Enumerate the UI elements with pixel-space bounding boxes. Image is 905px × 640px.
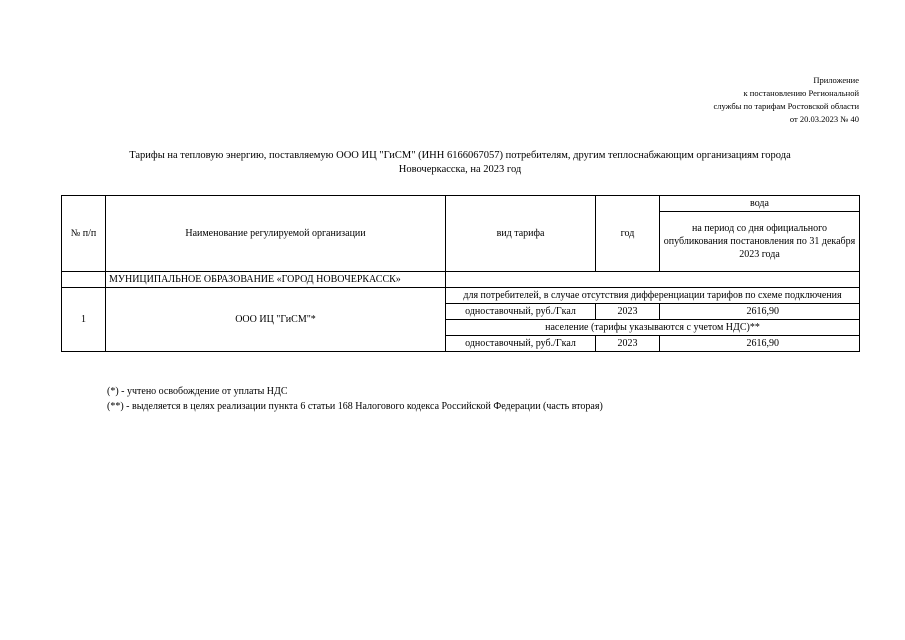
footnote: (*) - учтено освобождение от уплаты НДС: [107, 386, 288, 397]
municipality-empty-cell: [446, 272, 860, 288]
section-label: для потребителей, в случае отсутствия дифференциации тарифов по схеме подключения: [446, 288, 860, 304]
tariff-table: [61, 195, 860, 352]
header-org: Наименование регулируемой организации: [106, 196, 446, 272]
header-tariff-type: вид тарифа: [446, 196, 596, 272]
appendix-line: к постановлению Региональной: [743, 88, 859, 98]
municipality-empty-cell: [62, 272, 106, 288]
year-cell: 2023: [596, 336, 660, 352]
appendix-line: от 20.03.2023 № 40: [789, 114, 859, 124]
tariff-type-cell: одноставочный, руб./Гкал: [446, 336, 596, 352]
appendix-block: [713, 74, 859, 126]
appendix-line: службы по тарифам Ростовской области: [713, 101, 859, 111]
footnotes: [107, 384, 603, 414]
table-row: [62, 272, 860, 288]
table-row: [62, 288, 860, 304]
row-org: ООО ИЦ "ГиСМ"*: [106, 288, 446, 352]
year-cell: 2023: [596, 304, 660, 320]
header-num: № п/п: [62, 196, 106, 272]
header-period: на период со дня официального опубликования постановления по 31 декабря 2023 года: [660, 212, 860, 272]
footnote: (**) - выделяется в целях реализации пункта 6 статьи 168 Налогового кодекса Российской Федерации (часть вторая): [107, 401, 603, 412]
tariff-value-cell: 2616,90: [660, 304, 860, 320]
section-label: население (тарифы указываются с учетом НДС)**: [446, 320, 860, 336]
tariff-value-cell: 2616,90: [660, 336, 860, 352]
appendix-line: Приложение: [813, 75, 859, 85]
document-title: [90, 149, 830, 177]
title-line: Тарифы на тепловую энергию, поставляемую ООО ИЦ "ГиСМ" (ИНН 6166067057) потребителям, другим теплоснабжающим организациям города: [129, 150, 791, 161]
tariff-type-cell: одноставочный, руб./Гкал: [446, 304, 596, 320]
table-header-row: [62, 196, 860, 212]
title-line: Новочеркасска, на 2023 год: [398, 164, 522, 175]
header-water: вода: [660, 196, 860, 212]
municipality-name: МУНИЦИПАЛЬНОЕ ОБРАЗОВАНИЕ «ГОРОД НОВОЧЕРКАССК»: [106, 272, 446, 288]
row-num: 1: [62, 288, 106, 352]
header-year: год: [596, 196, 660, 272]
